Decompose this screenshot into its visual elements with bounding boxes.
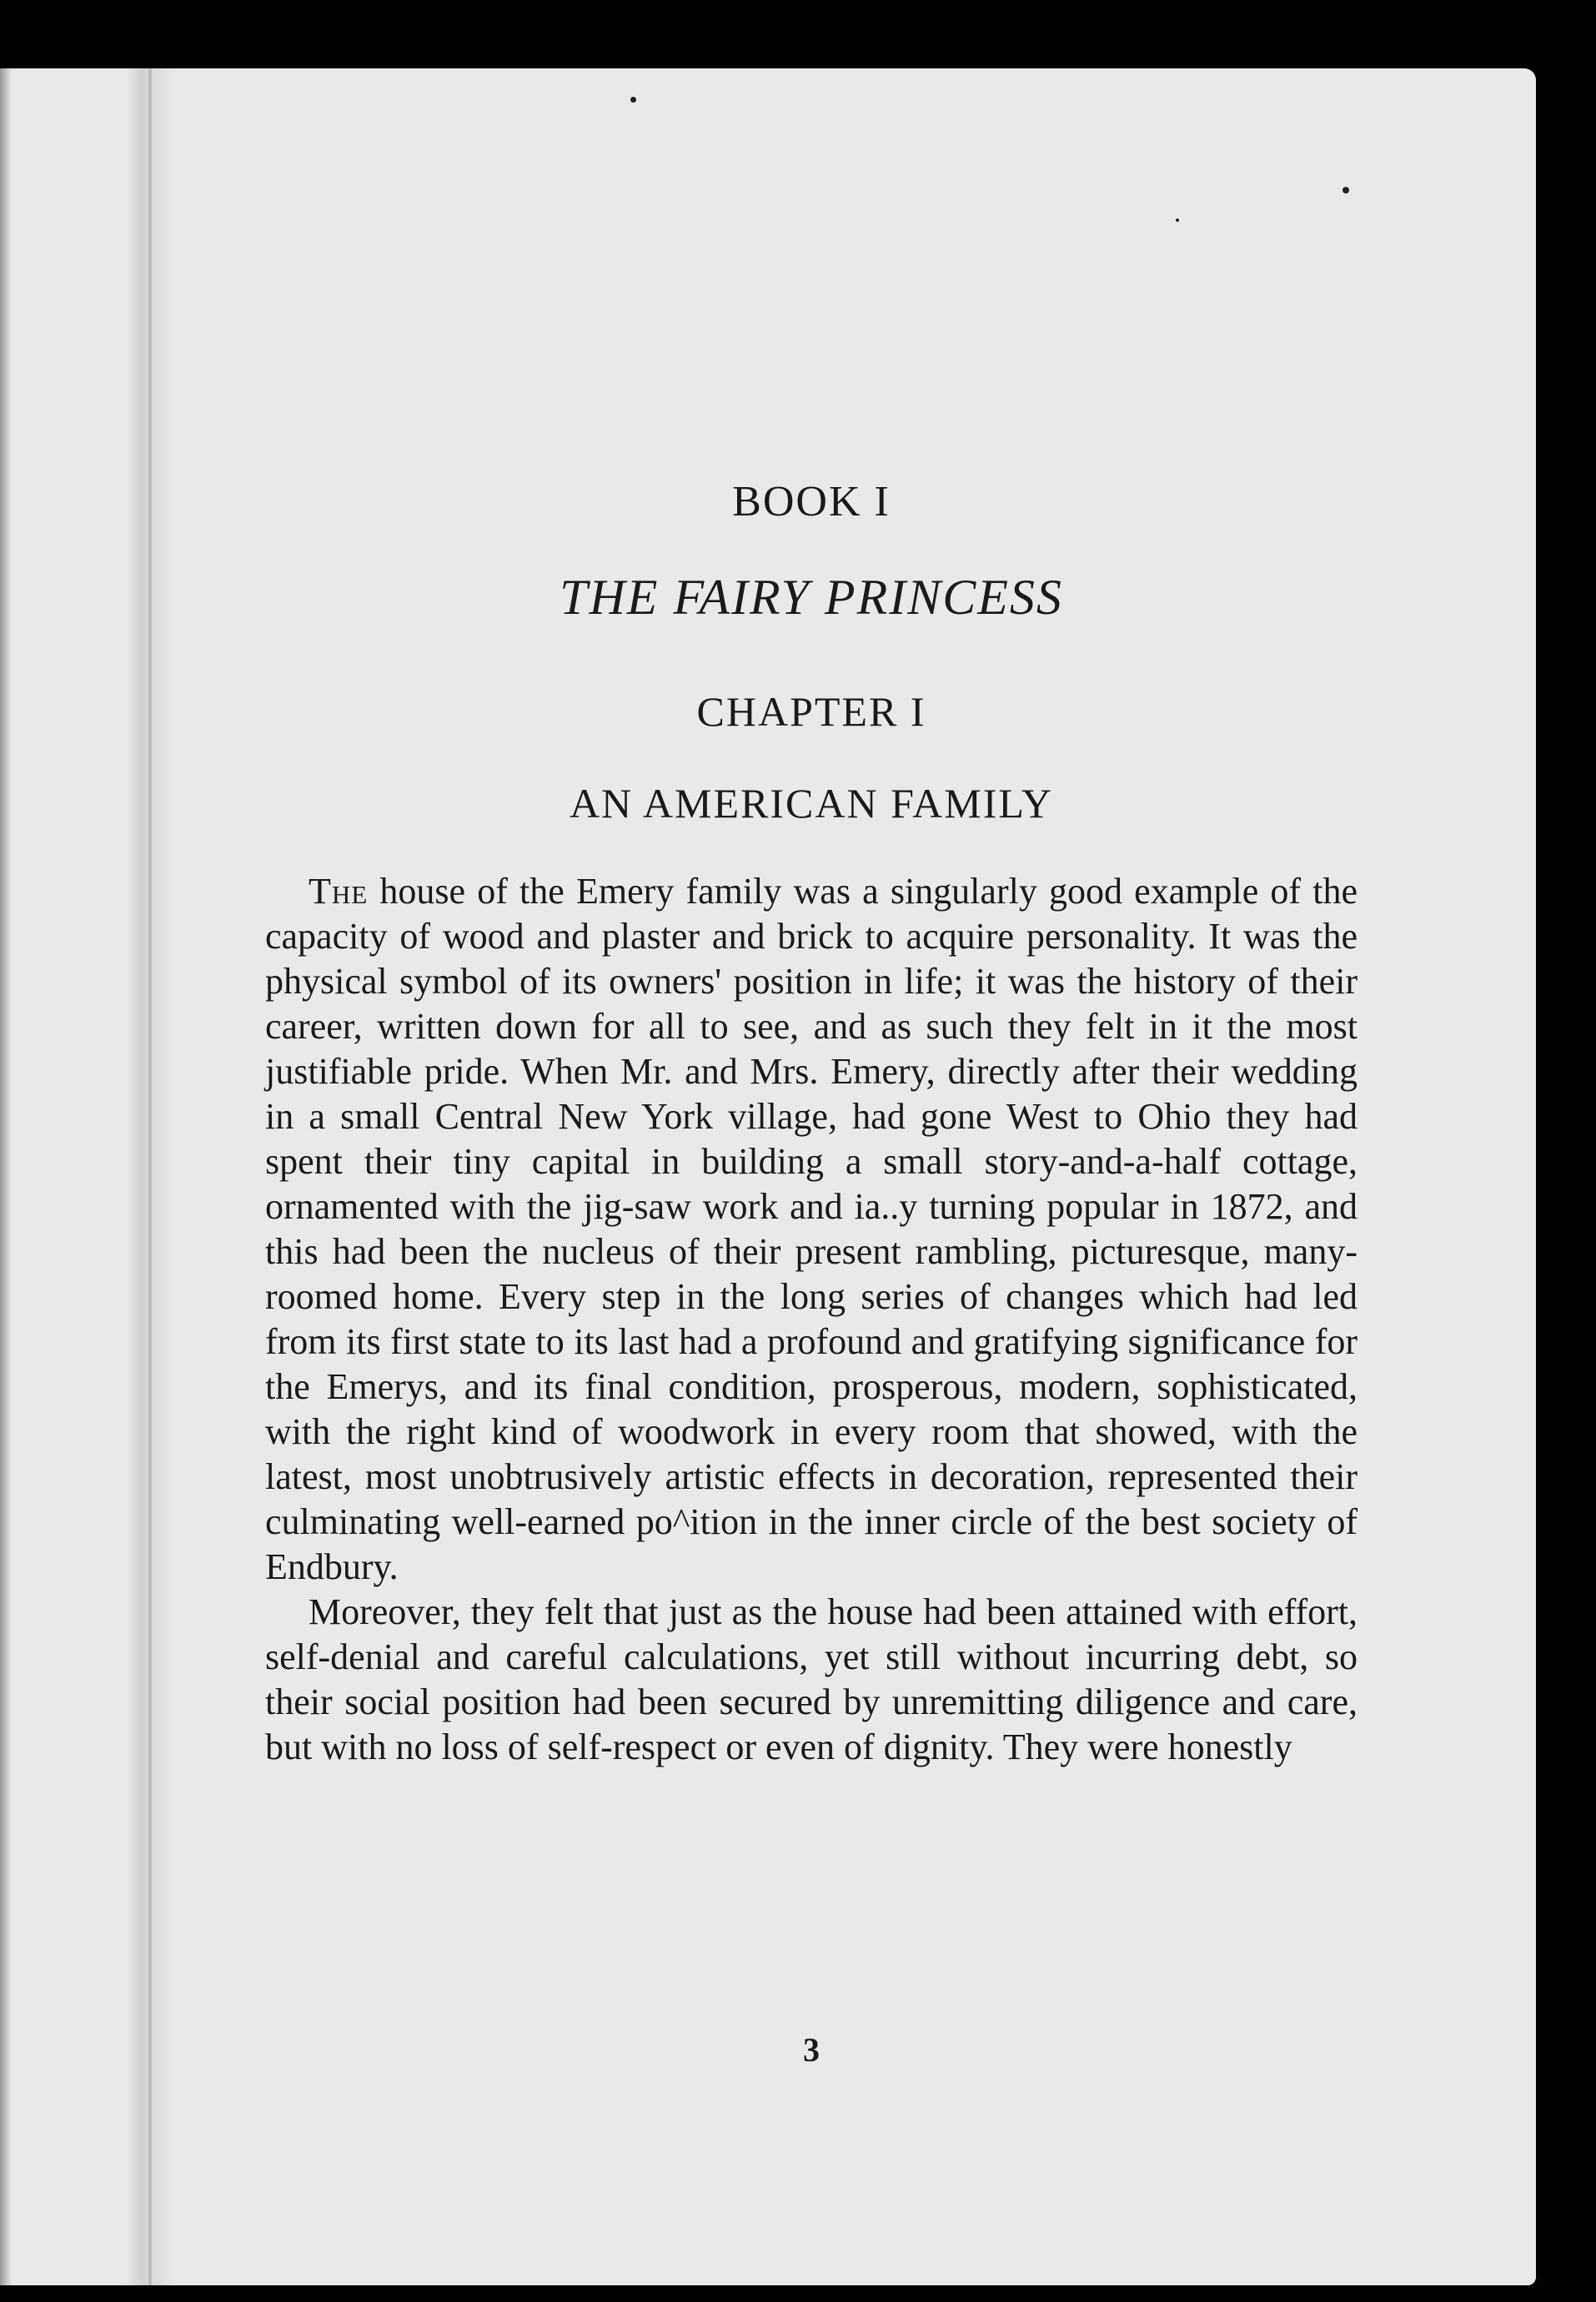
ink-speck bbox=[630, 97, 636, 103]
page-gutter-line bbox=[148, 68, 152, 2285]
book-page bbox=[0, 68, 1536, 2285]
paragraph bbox=[265, 869, 1358, 1590]
book-title: THE FAIRY PRINCESS bbox=[560, 570, 1063, 625]
paragraph-lead-word: The bbox=[309, 871, 369, 912]
page-number: 3 bbox=[803, 2031, 820, 2068]
page-left-edge-shadow bbox=[0, 68, 12, 2285]
paragraph-text: house of the Emery family was a singularly good example of the capacity of wood and plaster and brick to acquire personality. It was the physical symbol of its owners' position in life; it was the history of their career, written down for all to see, and as such they felt in it the most justifiable pride. When Mr. and Mrs. Emery, directly after their wedding in a small Central New York village, had gone West to Ohio they had spent their tiny capital in building a small story-and-a-half cottage, ornamented with the jig-saw work and ia..y turning popular in 1872, and this had been the nucleus of their present rambling, picturesque, many-roomed home. Every step in the long series of changes which had led from its first state to its last had a profound and gratifying significance for the Emerys, and its final condition, prosperous, modern, sophisticated, with the right kind of woodwork in every room that showed, with the latest, most unobtrusively artistic effects in decoration, represented their culminating well-earned po^ition in the inner circle of the best society of Endbury. bbox=[265, 871, 1358, 1587]
body-text bbox=[265, 869, 1358, 1770]
chapter-heading: CHAPTER I bbox=[696, 688, 926, 735]
paragraph: Moreover, they felt that just as the house had been attained with effort, self-denial and careful calculations, yet still without incurring debt, so their social position had been secured by unremitting diligence and care, but with no loss of self-respect or even of dignity. They were honestly bbox=[265, 1591, 1358, 1767]
chapter-title: AN AMERICAN FAMILY bbox=[569, 780, 1054, 827]
ink-speck bbox=[1176, 219, 1179, 222]
book-heading: BOOK I bbox=[732, 478, 891, 525]
ink-speck bbox=[1343, 187, 1349, 194]
